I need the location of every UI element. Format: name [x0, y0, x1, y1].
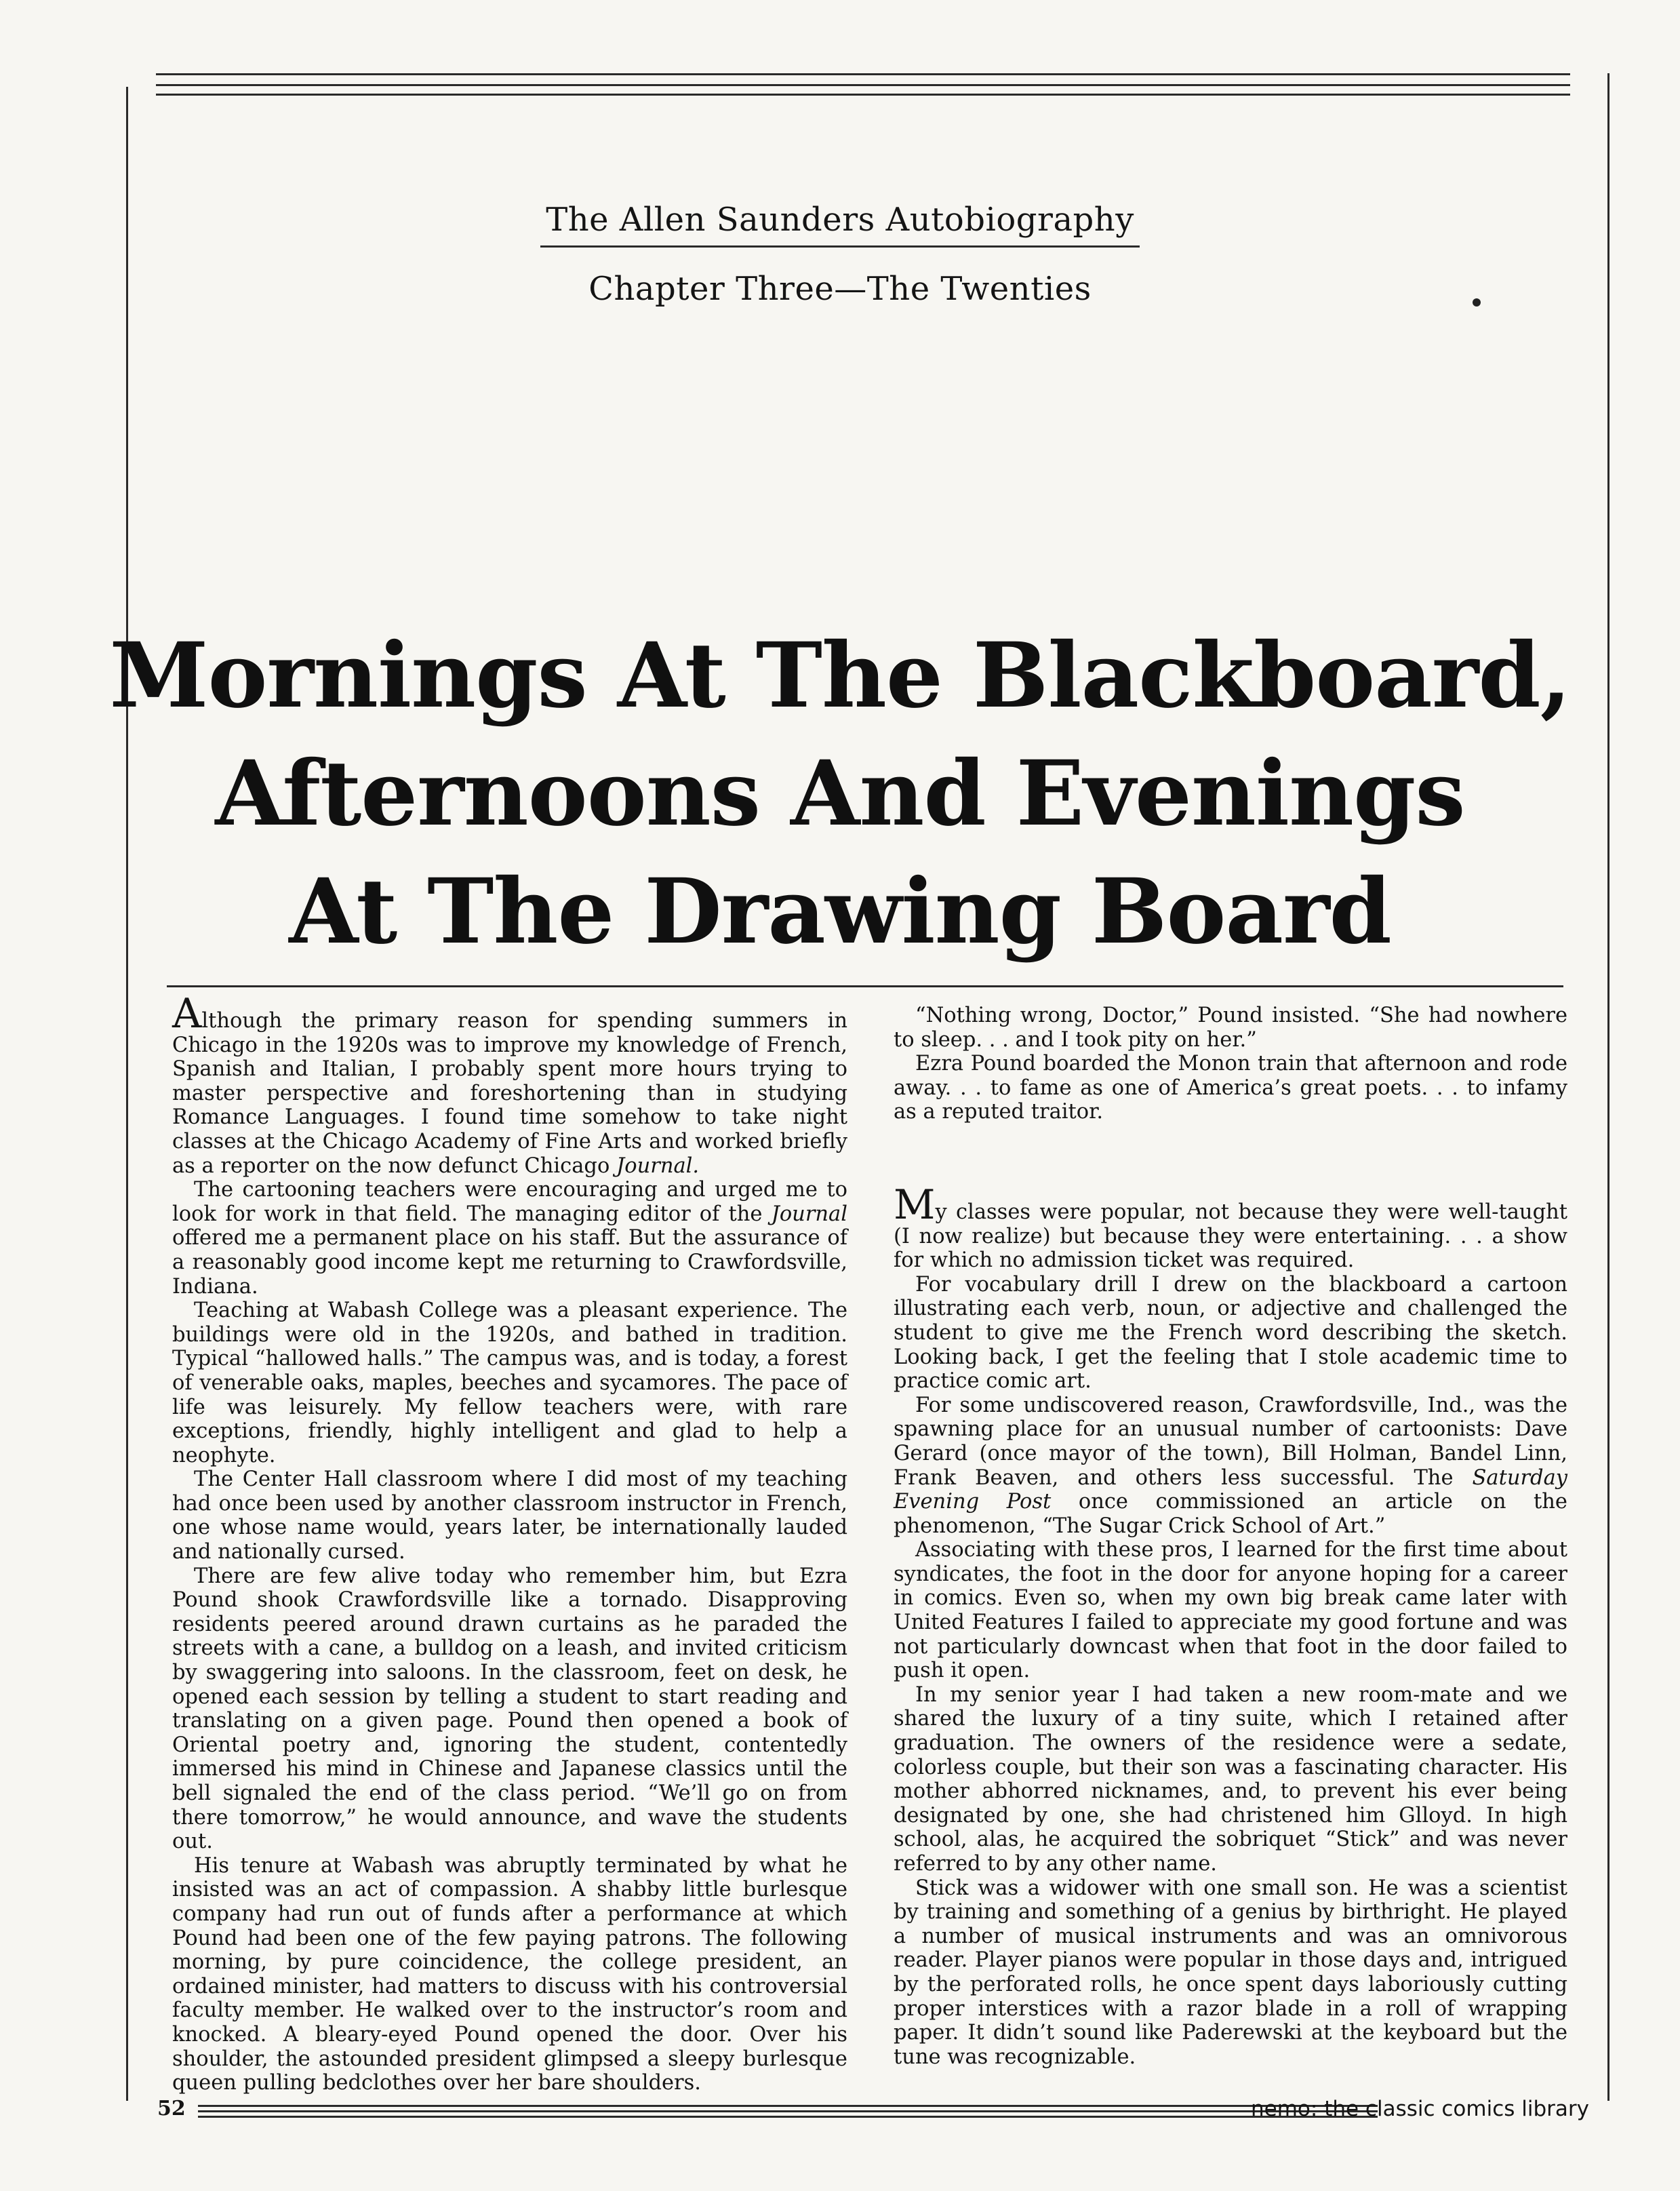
italic-text: Journal [771, 1202, 847, 1226]
footer-rule [198, 2110, 1378, 2112]
paragraph-text: For some undiscovered reason, Crawfordsville, Ind., was the spawning place for an unusual number of cartoonists: Dave Gerard (once mayor of the town), Bill Holman, Bandel Linn, Frank Beaven, and others less successful. The [894, 1393, 1567, 1490]
left-column [172, 990, 847, 2095]
paragraph-text: lthough the primary reason for spending summers in Chicago in the 1920s was to improve my knowledge of French, Spanish and Italian, I probably spent more hours trying to master perspective and foreshortening than in studying Romance Languages. I found time somehow to take night classes at the Chicago Academy of Fine Arts and worked briefly as a reporter on the now defunct Chicago [172, 1009, 847, 1178]
paragraph: The Center Hall classroom where I did most of my teaching had once been used by another classroom instructor in French, one whose name would, years later, be internationally lauded and nationally cursed. [172, 1467, 847, 1564]
paragraph: His tenure at Wabash was abruptly terminated by what he insisted was an act of compassion. A shabby little burlesque company had run out of funds after a performance at which Pound had been one of the few paying patrons. The following morning, by pure coincidence, the college president, an ordained minister, had matters to discuss with his controversial faculty member. He walked over to the instructor’s room and knocked. A bleary-eyed Pound opened the door. Over his shoulder, the astounded president glimpsed a sleepy burlesque queen pulling bedclothes over her bare shoulders. [172, 1853, 847, 2095]
paragraph: There are few alive today who remember him, but Ezra Pound shook Crawfordsville like a tornado. Disapproving residents peered around drawn curtains as he paraded the streets with a cane, a bulldog on a leash, and invited criticism by swaggering into saloons. In the classroom, feet on desk, he opened each session by telling a student to start reading and translating on a given page. Pound then opened a book of Oriental poetry and, ignoring the student, contentedly immersed his mind in Chinese and Japanese classics until the bell signaled the end of the class period. “We’ll go on from there tomorrow,” he would announce, and wave the students out. [172, 1564, 847, 1854]
paragraph-text: y classes were popular, not because they were well-taught (I now realize) but because they were entertaining. . . a show for which no admission ticket was required. [894, 1200, 1567, 1273]
article-headline [102, 617, 1578, 971]
paragraph: In my senior year I had taken a new room-mate and we shared the luxury of a tiny suite, which I retained after graduation. The owners of the residence were a sedate, colorless couple, but their son was a fascinating character. His mother abhorred nicknames, and, to prevent his ever being designated by one, she had christened him Glloyd. In high school, alas, he acquired the sobriquet “Stick” and was never referred to by any other name. [894, 1682, 1567, 1876]
paragraph-text: once commissioned an article on the phenomenon, “The Sugar Crick School of Art.” [894, 1490, 1567, 1538]
headline-line-2: Afternoons And Evenings [215, 741, 1465, 846]
drop-cap: A [172, 990, 202, 1038]
paragraph: “Nothing wrong, Doctor,” Pound insisted. “She had nowhere to sleep. . . and I took pity on her.” [894, 1004, 1567, 1052]
chapter-title: Chapter Three—The Twenties [588, 270, 1092, 308]
italic-text: Journal. [616, 1153, 700, 1178]
footer-rule [198, 2116, 1378, 2118]
page-number: 52 [157, 2097, 186, 2120]
headline-rule [167, 985, 1563, 987]
paragraph: Stick was a widower with one small son. He was a scientist by training and something of a genius by birthright. He played a number of musical instruments and was an omnivorous reader. Player pianos were popular in those days and, intrigued by the perforated rolls, he once spent days laboriously cutting proper interstices with a razor blade in a roll of wrapping paper. It didn’t sound like Paderewski at the keyboard but the tune was recognizable. [894, 1876, 1567, 2069]
decorative-dot [1473, 298, 1481, 307]
page-frame-left-rule [126, 87, 128, 2101]
drop-cap: M [894, 1181, 936, 1229]
right-column [894, 1004, 1567, 2069]
footer-rule [198, 2105, 1378, 2107]
paragraph: Ezra Pound boarded the Monon train that afternoon and rode away. . . to fame as one of America’s great poets. . . to infamy as a reputed traitor. [894, 1052, 1567, 1124]
series-title: The Allen Saunders Autobiography [540, 201, 1140, 248]
paragraph: Teaching at Wabash College was a pleasant experience. The buildings were old in the 1920s, and bathed in tradition. Typical “hallowed halls.” The campus was, and is today, a forest of venerable oaks, maples, beeches and sycamores. The pace of life was leisurely. My fellow teachers were, with rare exceptions, friendly, highly intelligent and glad to help a neophyte. [172, 1299, 847, 1467]
top-triple-rule [156, 73, 1570, 98]
paragraph [894, 1181, 1567, 1273]
italic-text: Saturday Evening Post [894, 1465, 1567, 1514]
paragraph: For vocabulary drill I drew on the blackboard a cartoon illustrating each verb, noun, or adjective and challenged the student to give me the French word describing the sketch. Looking back, I get the feeling that I stole academic time to practice comic art. [894, 1272, 1567, 1394]
paragraph: Associating with these pros, I learned for the first time about syndicates, the foot in the door for anyone hoping for a career in comics. Even so, when my own big break came later with United Features I failed to appreciate my good fortune and was not particularly downcast when that foot in the door failed to push it open. [894, 1538, 1567, 1683]
page-footer [157, 2095, 1589, 2123]
paragraph [894, 1394, 1567, 1539]
paragraph [172, 1178, 847, 1299]
publication-title: nemo: the classic comics library [1251, 2097, 1589, 2121]
page-frame-right-rule [1607, 73, 1609, 2101]
paragraph-text: The cartooning teachers were encouraging and urged me to look for work in that field. The managing editor of the [172, 1178, 847, 1226]
headline-line-1: Mornings At The Blackboard, [109, 623, 1571, 728]
series-header [0, 201, 1680, 248]
headline-line-3: At The Drawing Board [289, 859, 1391, 964]
paragraph [172, 990, 847, 1178]
paragraph-text: offered me a permanent place on his staff. But the assurance of a reasonably good income kept me returning to Crawfordsville, Indiana. [172, 1226, 847, 1299]
